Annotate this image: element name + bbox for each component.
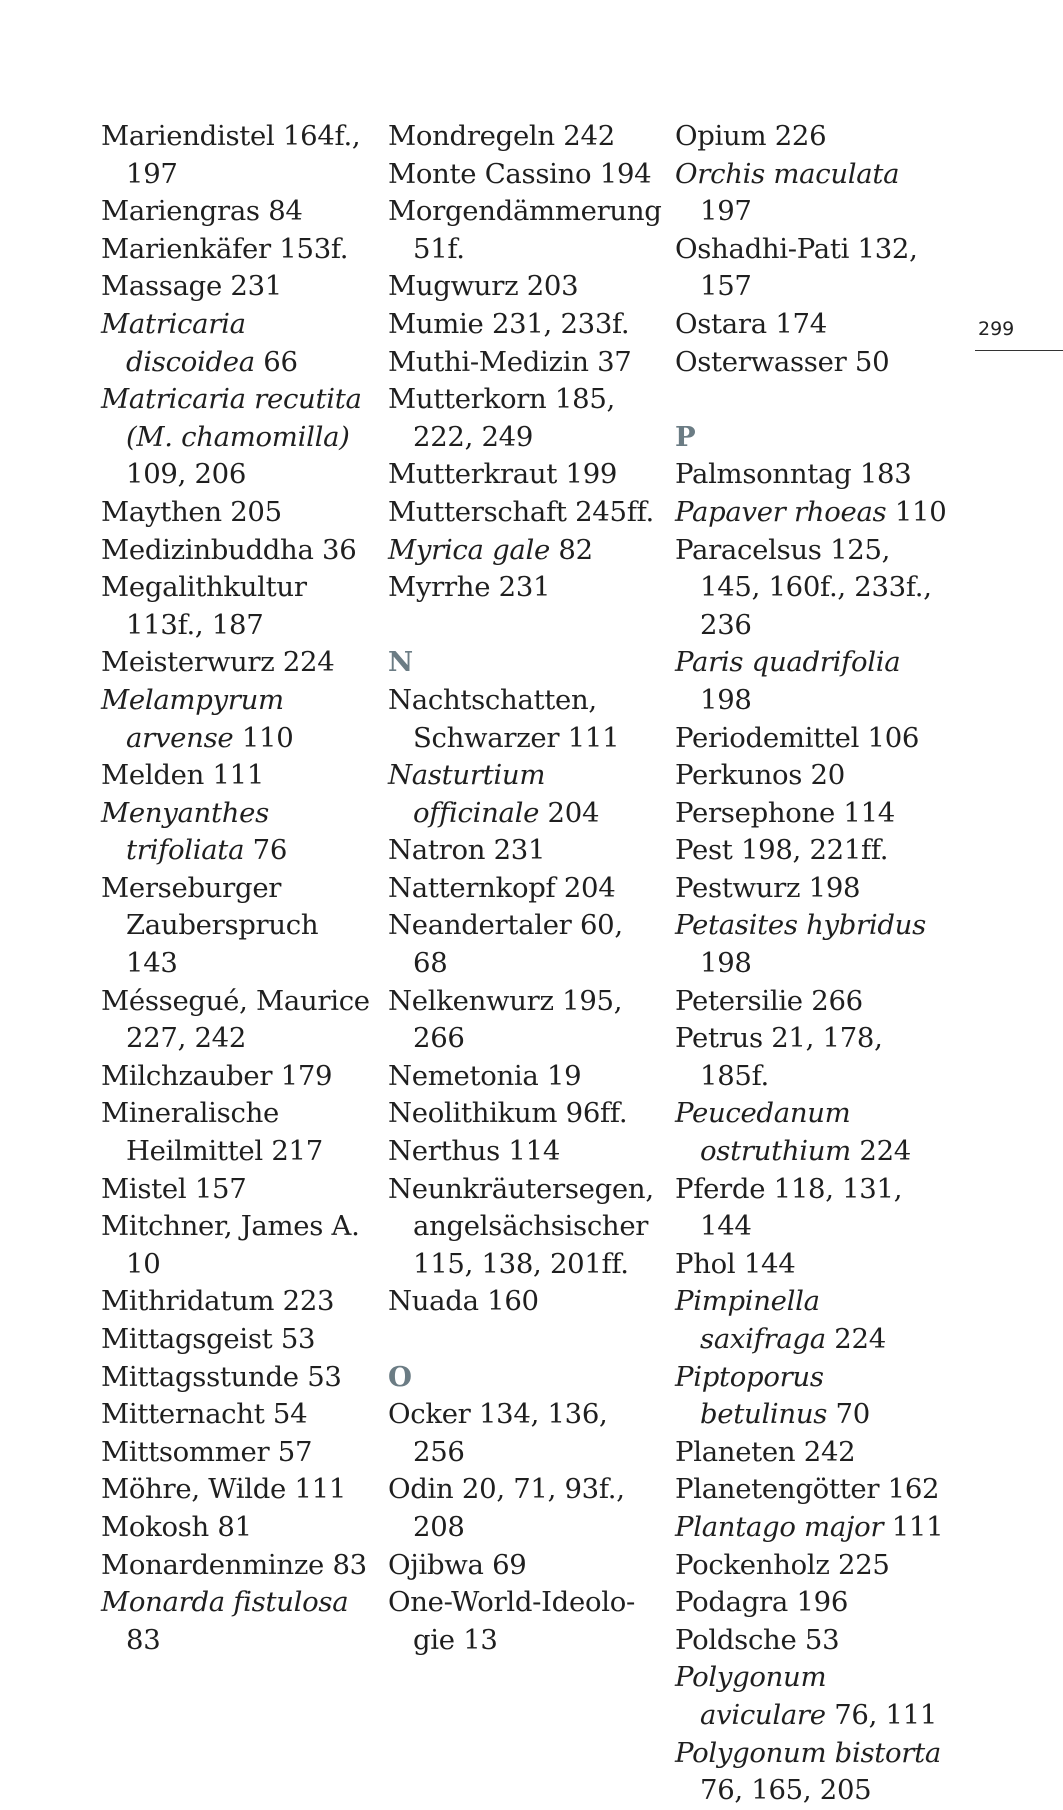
index-term: Matricaria discoidea <box>101 307 255 378</box>
index-column-1 <box>101 118 376 1659</box>
index-entry <box>101 1321 376 1359</box>
page-references: 231 <box>498 571 551 604</box>
index-entry <box>388 193 663 268</box>
index-term: Mitternacht <box>101 1398 265 1431</box>
index-term: Maythen <box>101 495 222 528</box>
page-references: 224 <box>282 646 335 679</box>
index-term: Natron <box>388 834 486 867</box>
page-number-rule <box>975 350 1063 351</box>
page-references: 185, 222, 249 <box>413 383 624 453</box>
page-references: 83 <box>332 1548 367 1581</box>
index-entry <box>101 1584 376 1659</box>
index-term: Nachtschatten, Schwarzer <box>388 683 606 754</box>
index-entry <box>101 1509 376 1547</box>
page-references: 50 <box>854 345 890 378</box>
index-term: Persephone <box>675 796 835 829</box>
index-term: Mithridatum <box>101 1285 275 1318</box>
page-references: 226 <box>774 120 827 152</box>
page-references: 217 <box>271 1135 323 1168</box>
index-entry <box>675 1735 950 1810</box>
index-term: Monardenminze <box>101 1548 325 1581</box>
page-references: 197 <box>700 195 752 228</box>
index-entry <box>388 757 663 832</box>
page-references: 227, 242 <box>126 1022 247 1055</box>
index-entry <box>675 1171 950 1246</box>
page-references: 10 <box>126 1247 161 1280</box>
index-term: Mutterkorn <box>388 383 547 416</box>
index-entry <box>675 644 950 719</box>
index-term: Paris quadrifolia <box>675 646 901 679</box>
page-references: 110 <box>241 721 294 754</box>
page-references: 225 <box>838 1548 890 1581</box>
page-references: 81 <box>217 1510 252 1543</box>
index-entry <box>675 344 950 382</box>
index-entry <box>101 118 376 193</box>
index-term: Milchzauber <box>101 1059 273 1092</box>
page-references: 13 <box>463 1623 498 1656</box>
index-entry <box>101 381 376 494</box>
page-references: 19 <box>546 1059 582 1092</box>
index-entry <box>388 1133 663 1171</box>
letter-heading: O <box>388 1360 412 1393</box>
index-term: Palmsonntag <box>675 458 852 491</box>
page-references: 204 <box>563 871 616 904</box>
index-term: Mittagsgeist <box>101 1323 273 1355</box>
index-entry <box>675 532 950 645</box>
index-term: Oshadhi-Pati <box>675 232 850 265</box>
page-references: 153f. <box>279 232 349 265</box>
index-entry <box>388 156 663 194</box>
index-term: Matricaria recutita (M. chamomilla) <box>101 383 370 453</box>
index-term: Piptoporus betulinus <box>675 1360 833 1431</box>
index-term: Phol <box>675 1247 736 1280</box>
page-references: 20, 71, 93f., 208 <box>413 1473 634 1543</box>
page-references: 83 <box>126 1623 161 1656</box>
index-entry <box>388 1171 663 1284</box>
page-references: 54 <box>272 1398 308 1431</box>
index-entry <box>675 1359 950 1434</box>
page-references: 223 <box>282 1285 335 1318</box>
index-entry <box>675 1659 950 1734</box>
index-term: Morgendämmerung <box>388 195 662 228</box>
page-references: 164f., 197 <box>126 120 369 190</box>
page-references: 57 <box>277 1435 313 1468</box>
index-term: Melampyrum arvense <box>101 683 293 754</box>
index-term: Mistel <box>101 1172 187 1205</box>
index-entry <box>388 1283 663 1321</box>
index-term: Pockenholz <box>675 1548 830 1581</box>
index-entry <box>388 1095 663 1133</box>
index-term: Meisterwurz <box>101 646 275 679</box>
index-term: Mutterkraut <box>388 458 558 491</box>
index-entry <box>675 1584 950 1622</box>
index-entry <box>101 231 376 269</box>
index-entry <box>675 757 950 795</box>
index-term: Méssegué, Maurice <box>101 984 370 1017</box>
index-entry <box>388 832 663 870</box>
index-entry <box>675 118 950 156</box>
index-term: Ostara <box>675 307 767 340</box>
page-references: 198 <box>808 871 861 904</box>
index-entry <box>101 1359 376 1397</box>
page-references: 53 <box>307 1360 342 1393</box>
page-references: 111 <box>212 759 265 792</box>
page-references: 198 <box>700 683 752 716</box>
index-entry <box>388 907 663 982</box>
page-references: 70 <box>835 1398 870 1431</box>
page-references: 125, 145, 160f., 233f., 236 <box>700 533 941 641</box>
index-term: Planetengötter <box>675 1473 880 1506</box>
index-term: Myrrhe <box>388 571 491 604</box>
page-references: 224 <box>834 1323 886 1355</box>
index-entry <box>101 757 376 795</box>
index-entry <box>101 569 376 644</box>
index-entry <box>101 1547 376 1585</box>
page-references: 196 <box>796 1586 849 1619</box>
index-entry <box>101 1095 376 1170</box>
index-entry <box>675 306 950 344</box>
page-references: 53 <box>804 1623 840 1656</box>
page-references: 204 <box>547 796 600 829</box>
index-term: Natternkopf <box>388 871 556 904</box>
index-entry <box>675 1020 950 1095</box>
index-term: Planeten <box>675 1435 796 1468</box>
page-references: 242 <box>563 120 615 152</box>
index-term: Orchis maculata <box>675 157 900 190</box>
page-references: 114 <box>843 796 895 829</box>
index-entry <box>101 306 376 381</box>
index-entry <box>675 494 950 532</box>
index-term: Neandertaler <box>388 909 572 942</box>
index-term: Nerthus <box>388 1135 500 1168</box>
index-term: Mokosh <box>101 1510 209 1543</box>
index-term: Nasturtium officinale <box>388 759 554 829</box>
index-entry <box>675 1095 950 1170</box>
index-term: Ocker <box>388 1398 471 1431</box>
index-entry <box>101 795 376 870</box>
page-references: 160 <box>487 1285 539 1318</box>
page-references: 76 <box>252 834 288 867</box>
page-references: 114 <box>508 1135 561 1168</box>
index-term: Mariendistel <box>101 120 275 152</box>
page-references: 242 <box>803 1435 856 1468</box>
page-references: 144 <box>743 1247 796 1280</box>
index-term: Pest <box>675 834 733 867</box>
page-references: 134, 136, 256 <box>413 1398 616 1468</box>
index-entry <box>101 644 376 682</box>
index-term: Mariengras <box>101 195 260 228</box>
page-references: 109, 206 <box>126 458 247 491</box>
index-term: Nemetonia <box>388 1059 539 1092</box>
index-entry <box>388 381 663 456</box>
index-entry <box>101 532 376 570</box>
index-term: Periodemittel <box>675 721 860 754</box>
index-term: Mumie <box>388 307 484 340</box>
index-term: Massage <box>101 270 222 303</box>
index-entry <box>101 268 376 306</box>
index-term: Petasites hybridus <box>675 909 926 942</box>
index-entry <box>675 1509 950 1547</box>
index-term: Polygonum aviculare <box>675 1661 835 1731</box>
page-references: 53 <box>280 1323 316 1355</box>
index-entry <box>388 118 663 156</box>
index-term: Neolithikum <box>388 1097 558 1130</box>
index-entry <box>388 532 663 570</box>
index-entry <box>101 1434 376 1472</box>
index-entry <box>101 870 376 983</box>
index-entry <box>675 1547 950 1585</box>
index-term: Menyanthes trifoliata <box>101 796 278 867</box>
page-references: 194 <box>599 157 652 190</box>
page-references: 245ff. <box>575 495 654 528</box>
index-entry <box>101 1058 376 1096</box>
index-entry <box>675 795 950 833</box>
page-references: 36 <box>322 533 357 566</box>
page-references: 198 <box>700 947 752 980</box>
index-term: Nuada <box>388 1285 479 1318</box>
index-entry <box>675 1246 950 1284</box>
page-number: 299 <box>978 318 1015 340</box>
letter-heading: N <box>388 646 413 679</box>
index-term: Möhre, Wilde <box>101 1473 286 1506</box>
page-references: 198, 221ff. <box>740 834 889 867</box>
index-term: Mineralische Heilmittel <box>101 1097 288 1168</box>
page-references: 69 <box>492 1548 527 1581</box>
page-references: 132, 157 <box>700 232 927 303</box>
index-term: Polygonum bistorta <box>675 1736 941 1769</box>
page-references: 179 <box>280 1059 333 1092</box>
index-term: Mittsommer <box>101 1435 270 1468</box>
index-term: Megalithkultur <box>101 571 307 604</box>
page-references: 205 <box>230 495 282 528</box>
index-entry <box>388 306 663 344</box>
index-entry <box>675 1283 950 1358</box>
index-entry <box>101 1208 376 1283</box>
index-entry <box>675 1434 950 1472</box>
index-entry <box>675 832 950 870</box>
letter-heading: P <box>675 420 696 453</box>
page-references: 20 <box>810 759 845 792</box>
index-term: Mitchner, James A. <box>101 1210 360 1243</box>
index-term: Mittagsstunde <box>101 1360 299 1393</box>
page-references: 82 <box>558 533 593 566</box>
index-entry <box>388 870 663 908</box>
page-references: 76, 111 <box>834 1698 938 1731</box>
page-references: 266 <box>811 984 863 1017</box>
page-references: 174 <box>775 307 827 340</box>
index-entry <box>101 193 376 231</box>
index-term: Plantago major <box>675 1510 884 1543</box>
index-entry <box>675 456 950 494</box>
index-entry <box>101 1396 376 1434</box>
page-references: 113f., 187 <box>126 608 264 641</box>
index-term: Neunkräutersegen, angelsächsischer <box>388 1172 663 1243</box>
index-term: Nelkenwurz <box>388 984 554 1017</box>
index-entry <box>388 344 663 382</box>
page-references: 66 <box>263 345 298 378</box>
index-term: Monte Cassino <box>388 157 592 190</box>
page-references: 115, 138, 201ff. <box>413 1247 629 1280</box>
page-references: 111 <box>891 1510 944 1543</box>
index-entry <box>388 1584 663 1659</box>
page-references: 76, 165, 205 <box>700 1774 872 1807</box>
index-entry <box>101 1471 376 1509</box>
index-entry <box>388 682 663 757</box>
page-references: 199 <box>565 458 618 491</box>
index-term: Myrica gale <box>388 533 550 566</box>
page-references: 224 <box>859 1135 911 1168</box>
index-entry <box>388 983 663 1058</box>
page-references: 157 <box>194 1172 247 1205</box>
page-references: 96ff. <box>565 1097 628 1130</box>
page-references: 195, 266 <box>413 984 631 1055</box>
index-entry <box>675 983 950 1021</box>
page-references: 162 <box>887 1473 940 1506</box>
index-term: Perkunos <box>675 759 803 792</box>
index-term: Medizinbuddha <box>101 533 314 566</box>
index-term: Melden <box>101 759 205 792</box>
index-entry <box>388 569 663 607</box>
index-column-2 <box>388 118 663 1659</box>
index-term: Paracelsus <box>675 533 822 566</box>
page-references: 143 <box>126 947 178 980</box>
index-term: Pestwurz <box>675 871 801 904</box>
index-term: Marienkäfer <box>101 232 271 265</box>
index-entry <box>101 1171 376 1209</box>
index-entry <box>675 720 950 758</box>
index-term: Opium <box>675 120 767 152</box>
page-references: 231, 233f. <box>491 307 630 340</box>
index-entry <box>675 156 950 231</box>
index-term: Peucedanum ostruthium <box>675 1097 859 1168</box>
index-term: Ojibwa <box>388 1548 484 1581</box>
index-entry <box>101 1283 376 1321</box>
page-references: 110 <box>894 495 947 528</box>
page-references: 203 <box>526 270 579 303</box>
index-entry <box>388 1058 663 1096</box>
index-entry <box>388 1396 663 1471</box>
index-term: Papaver rhoeas <box>675 495 887 528</box>
index-term: Merseburger Zauberspruch <box>101 871 319 942</box>
index-entry <box>101 983 376 1058</box>
page-references: 84 <box>268 195 303 228</box>
page-references: 118, 131, 144 <box>700 1172 911 1243</box>
index-term: Odin <box>388 1473 454 1506</box>
index-term: Mutterschaft <box>388 495 567 528</box>
index-term: Pimpinella saxifraga <box>675 1285 829 1355</box>
index-term: Osterwasser <box>675 345 847 378</box>
index-entry <box>388 1547 663 1585</box>
index-term: Muthi-Medizin <box>388 345 589 378</box>
page-references: 231 <box>230 270 282 303</box>
index-term: One-World-Ideolo-gie <box>388 1586 635 1656</box>
index-entry <box>675 231 950 306</box>
index-entry <box>388 268 663 306</box>
index-entry <box>101 682 376 757</box>
index-term: Mugwurz <box>388 270 519 303</box>
index-term: Podagra <box>675 1586 788 1619</box>
page-references: 21, 178, 185f. <box>700 1022 891 1092</box>
index-term: Petrus <box>675 1022 763 1055</box>
page-references: 183 <box>859 458 912 491</box>
page-references: 106 <box>867 721 920 754</box>
index-term: Pferde <box>675 1172 766 1205</box>
index-term: Mondregeln <box>388 120 555 152</box>
page-references: 111 <box>567 721 620 754</box>
index-entry <box>388 456 663 494</box>
page-references: 60, 68 <box>413 909 632 980</box>
index-entry <box>675 1622 950 1660</box>
index-entry <box>675 907 950 982</box>
index-entry <box>388 494 663 532</box>
page-references: 51f. <box>413 232 465 265</box>
index-entry <box>101 494 376 532</box>
page-references: 111 <box>294 1473 347 1506</box>
index-entry <box>675 870 950 908</box>
index-term: Petersilie <box>675 984 803 1017</box>
index-entry <box>388 1471 663 1546</box>
page-references: 231 <box>493 834 546 867</box>
index-entry <box>675 1471 950 1509</box>
index-term: Poldsche <box>675 1623 797 1656</box>
index-column-3 <box>675 118 950 1810</box>
index-term: Monarda fistulosa <box>101 1586 349 1619</box>
page-references: 37 <box>597 345 632 378</box>
